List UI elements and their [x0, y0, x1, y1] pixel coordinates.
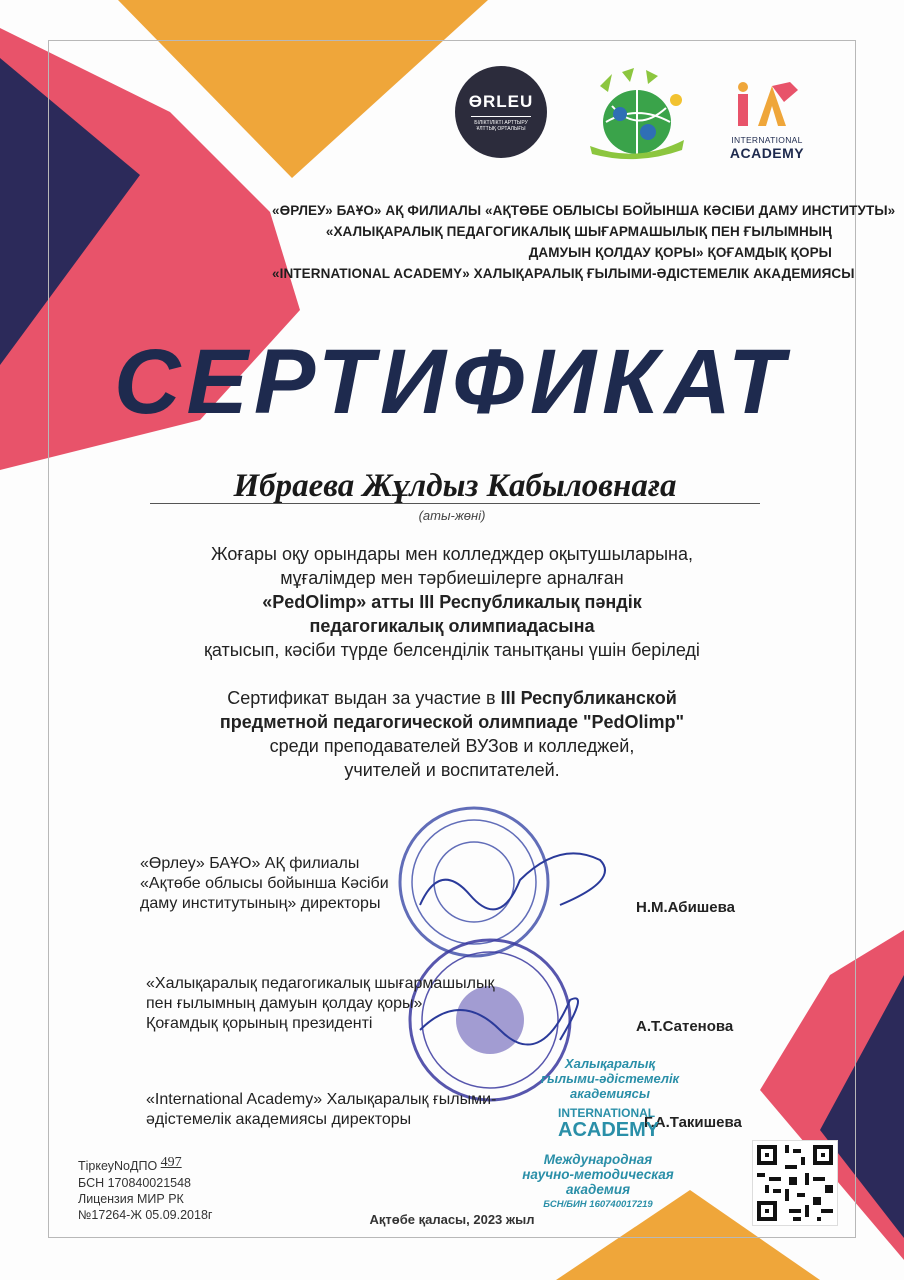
certificate-title: СЕРТИФИКАТ	[114, 331, 790, 433]
recipient-hint: (аты-жөні)	[418, 508, 486, 523]
organization-line: «INTERNATIONAL ACADEMY» ХАЛЫҚАРАЛЫҚ ҒЫЛЫМИ-ӘДІСТЕМЕЛІК АКАДЕМИЯСЫ	[272, 266, 855, 281]
stamp-logo-line1: INTERNATIONAL	[558, 1106, 656, 1120]
registration-bsn: БСН 170840021548	[78, 1176, 192, 1190]
stamp-line: академиясы	[569, 1086, 651, 1101]
orleu-logo-sub2: ҰЛТТЫҚ ОРТАЛЫҒЫ	[476, 126, 526, 132]
city-year: Ақтөбе қаласы, 2023 жыл	[369, 1212, 535, 1227]
registration-license: Лицензия МИР РК	[78, 1192, 184, 1206]
round-stamp-1-icon	[400, 808, 548, 956]
signature-1-icon	[420, 853, 605, 909]
organization-line: «ӨРЛЕУ» БАҰО» АҚ ФИЛИАЛЫ «АҚТӨБЕ ОБЛЫСЫ БОЙЫНША КӘСІБИ ДАМУ ИНСТИТУТЫ»	[272, 203, 896, 218]
ru-line-part: Сертификат выдан за участие в	[227, 688, 501, 708]
registration-label: ТіркеуNoДПО	[78, 1159, 158, 1173]
signatory-3-name: Г.А.Такишева	[644, 1114, 742, 1131]
signatory-3	[146, 1090, 496, 1130]
signatory-title-line: «Ақтөбе облысы бойынша Кәсіби	[140, 875, 389, 892]
ia-logo-line2: ACADEMY	[729, 145, 805, 161]
organization-line: ДАМУЫН ҚОЛДАУ ҚОРЫ» ҚОҒАМДЫҚ ҚОРЫ	[528, 245, 832, 260]
kz-line-bold: «PedOlimp» атты ІІІ Республикалық пәндік	[262, 592, 642, 612]
qr-code-icon[interactable]	[752, 1140, 838, 1226]
stamp-line: академия	[565, 1182, 631, 1197]
stamp-bin: БСН/БИН 160740017219	[543, 1199, 653, 1210]
signatory-title-line: даму институтының» директоры	[140, 895, 381, 912]
signatory-title-line: Қоғамдық қорының президенті	[146, 1015, 373, 1032]
signatory-2-name: А.Т.Сатенова	[636, 1018, 734, 1035]
kz-line: қатысып, кәсіби түрде белсенділік танытқаны үшін беріледі	[204, 640, 700, 660]
stamp-line: ғылыми-әдістемелік	[540, 1071, 680, 1086]
signatory-title-line: әдістемелік академиясы директоры	[146, 1111, 412, 1128]
ia-logo-line1: INTERNATIONAL	[731, 135, 803, 145]
orleu-logo-name: ӨRLEU	[468, 92, 534, 111]
registration-line	[78, 1155, 212, 1175]
kz-line: Жоғары оқу орындары мен колледждер оқытушыларына,	[211, 544, 693, 564]
ru-line: среди преподавателей ВУЗов и колледжей,	[269, 736, 635, 756]
stamp-line: Международная	[543, 1152, 653, 1167]
stamp-line: Халықаралық	[564, 1056, 656, 1071]
signatory-title-line: «Халықаралық педагогикалық шығармашылық	[146, 975, 495, 992]
kz-line-bold: педагогикалық олимпиадасына	[309, 616, 595, 636]
recipient-name: Ибраева Жұлдыз Кабыловнаға	[233, 468, 677, 504]
ru-line-bold-part: ІІІ Республиканской	[500, 688, 677, 708]
kz-line: мұғалімдер мен тәрбиешілерге арналған	[280, 568, 624, 588]
ru-line-bold: предметной педагогической олимпиаде "PedOlimp"	[219, 712, 685, 732]
stamp-logo-line2: ACADEMY	[558, 1119, 660, 1141]
academy-stamp-top	[540, 1056, 680, 1101]
academy-stamp-logo	[520, 1106, 660, 1140]
orleu-logo-sub1: БІЛІКТІЛІКТІ АРТТЫРУ	[474, 120, 528, 126]
signatory-title-line: «Өрлеу» БАҰО» АҚ филиалы	[140, 855, 360, 872]
registration-license-number: №17264-Ж 05.09.2018г	[78, 1208, 213, 1222]
signatory-1	[140, 854, 389, 914]
signatory-title-line: «International Academy» Халықаралық ғылыми-	[146, 1091, 497, 1108]
signatory-title-line: пен ғылымның дамуын қолдау қоры»	[146, 995, 423, 1012]
registration-number: 497	[160, 1155, 182, 1170]
academy-stamp-bottom	[508, 1152, 688, 1212]
signatory-1-name: Н.М.Абишева	[636, 899, 735, 916]
ru-line: учителей и воспитателей.	[344, 760, 560, 780]
organization-line: «ХАЛЫҚАРАЛЫҚ ПЕДАГОГИКАЛЫҚ ШЫҒАРМАШЫЛЫҚ ПЕН ҒЫЛЫМНЫҢ	[325, 224, 832, 239]
signatory-2	[146, 974, 494, 1034]
stamp-line: научно-методическая	[522, 1167, 674, 1182]
